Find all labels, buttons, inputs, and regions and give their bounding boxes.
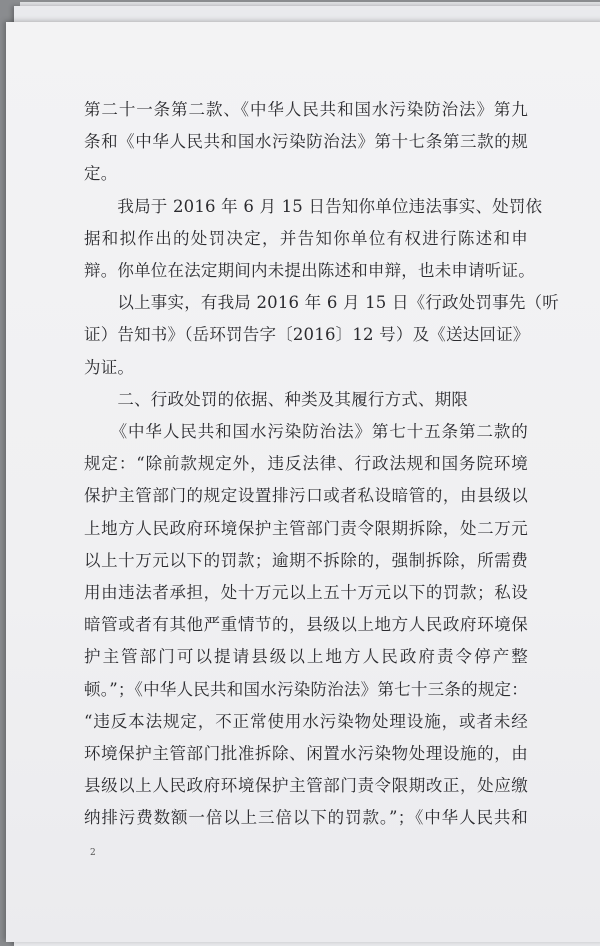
text-line: 第二十一条第二款、《中华人民共和国水污染防治法》第九 (84, 100, 528, 119)
text-line: 纳排污费数额一倍以上三倍以下的罚款。”；《中华人民共和 (84, 808, 528, 828)
text-line: 暗管或者有其他严重情节的，县级以上地方人民政府环境保 (84, 615, 528, 635)
text-line: 县级以上人民政府环境保护主管部门责令限期改正，处应缴 (84, 776, 528, 796)
text-line: 为证。 (84, 357, 135, 377)
document-page (6, 22, 600, 942)
page-number: 2 (90, 848, 96, 858)
text-line: 环境保护主管部门批准拆除、闲置水污染物处理设施的，由 (84, 744, 528, 764)
section-heading: 二、行政处罚的依据、种类及其履行方式、期限 (84, 389, 469, 409)
text-line: 条和《中华人民共和国水污染防治法》第十七条第三款的规 (84, 132, 528, 152)
text-line: 护主管部门可以提请县级以上地方人民政府责令停产整 (84, 647, 528, 667)
text-line: 规定：“除前款规定外，违反法律、行政法规和国务院环境 (84, 454, 528, 474)
text-line: “违反本法规定，不正常使用水污染物处理设施，或者未经 (84, 711, 528, 731)
text-line: 保护主管部门的规定设置排污口或者私设暗管的，由县级以 (84, 486, 528, 506)
text-line: 以上事实，有我局 2016 年 6 月 15 日《行政处罚事先（听 (84, 293, 559, 313)
text-line: 《中华人民共和国水污染防治法》第七十五条第二款的 (84, 422, 528, 442)
text-line: 据和拟作出的处罚决定，并告知你单位有权进行陈述和申 (84, 228, 528, 248)
text-line: 以上十万元以下的罚款；逾期不拆除的，强制拆除，所需费 (84, 550, 528, 570)
body-text (84, 94, 559, 835)
text-line: 上地方人民政府环境保护主管部门责令限期拆除，处二万元 (84, 518, 528, 538)
text-line: 证）告知书》（岳环罚告字〔2016〕12 号）及《送达回证》 (84, 325, 530, 345)
text-line: 我局于 2016 年 6 月 15 日告知你单位违法事实、处罚依 (84, 196, 543, 216)
text-line: 辩。你单位在法定期间内未提出陈述和申辩，也未申请听证。 (84, 261, 535, 281)
text-line: 顿。”；《中华人民共和国水污染防治法》第七十三条的规定： (84, 679, 528, 699)
text-line: 定。 (84, 164, 118, 184)
text-line: 用由违法者承担，处十万元以上五十万元以下的罚款；私设 (84, 583, 528, 603)
